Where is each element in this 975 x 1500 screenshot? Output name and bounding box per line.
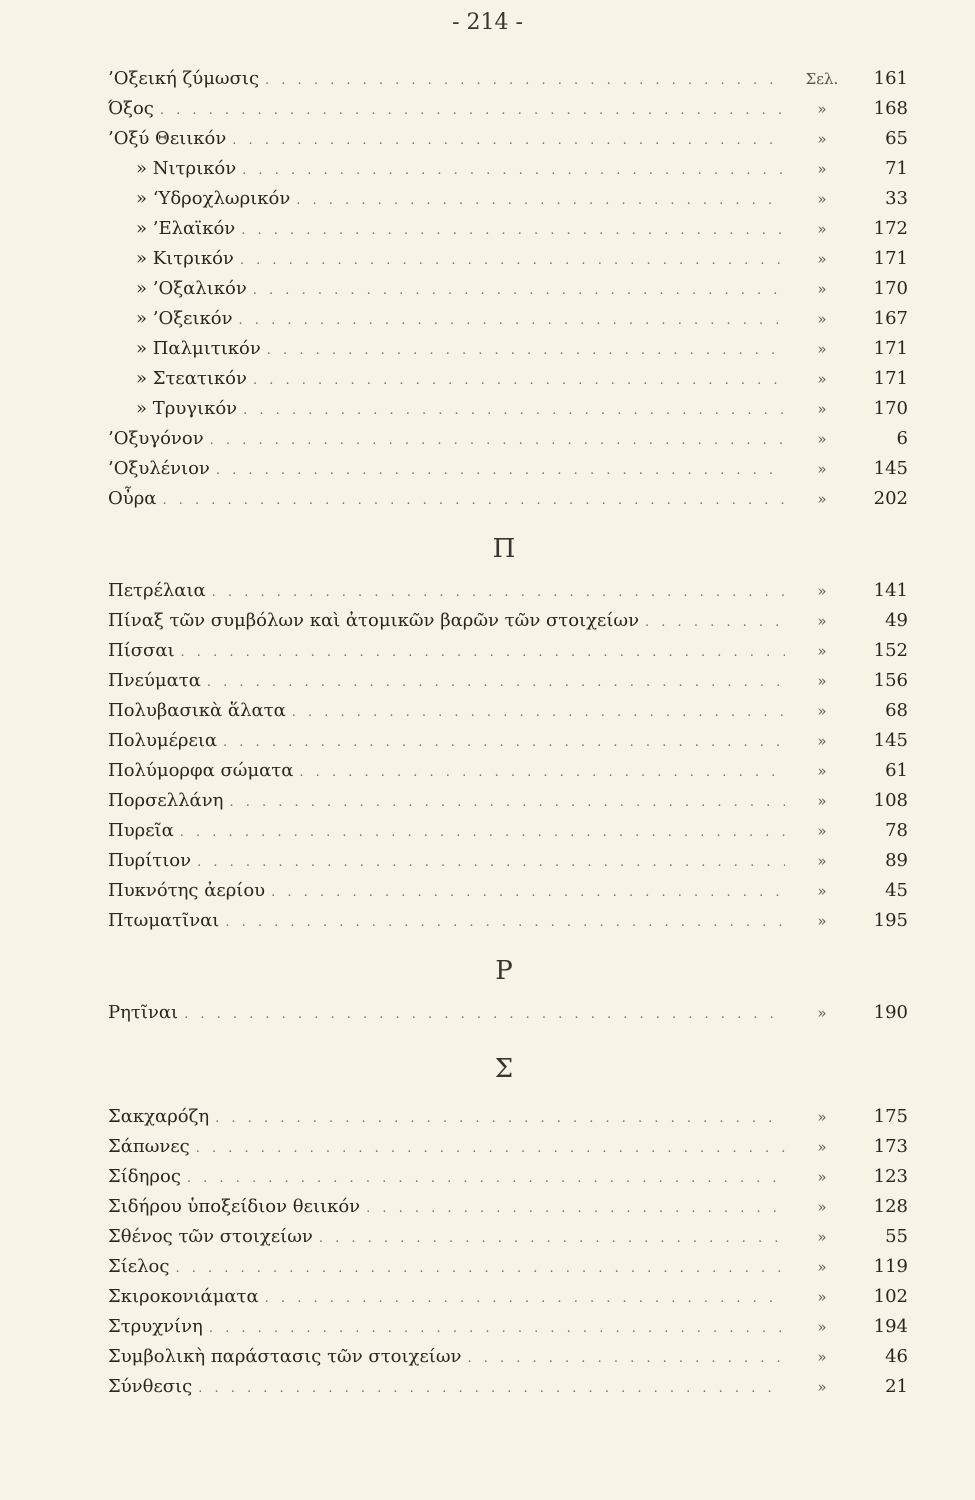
index-list [108, 68, 908, 1406]
dot-leader [265, 73, 785, 88]
entry-page-prefix: » [817, 912, 827, 930]
dot-leader [267, 343, 785, 358]
entry-label: Συμβολικὴ παράστασις τῶν στοιχείων [108, 1346, 462, 1367]
entry-label: Σακχαρόζη [108, 1106, 210, 1127]
dot-leader [240, 253, 785, 268]
dot-leader [181, 645, 785, 660]
index-entry [108, 488, 908, 518]
entry-page-number: 170 [873, 398, 908, 419]
dot-leader [212, 585, 785, 600]
dot-leader [243, 403, 785, 418]
index-entry [108, 910, 908, 940]
entry-page-prefix: » [817, 642, 827, 660]
entry-label: Πολύμορφα σώματα [108, 760, 294, 781]
entry-page-prefix: » [817, 612, 827, 630]
entry-label: » ’Οξεικόν [136, 308, 233, 329]
page-number: - 214 - [452, 10, 523, 35]
dot-leader [299, 765, 785, 780]
entry-label: ’Οξυγόνον [108, 428, 204, 449]
index-entry [108, 368, 908, 398]
entry-page-number: 21 [885, 1376, 908, 1397]
entry-page-number: 145 [873, 730, 908, 751]
dot-leader [645, 615, 785, 630]
entry-page-number: 6 [896, 428, 908, 449]
entry-page-prefix: » [817, 762, 827, 780]
entry-label: Στρυχνίνη [108, 1316, 203, 1337]
entry-page-number: 170 [873, 278, 908, 299]
entry-page-prefix: » [817, 1198, 827, 1216]
dot-leader [467, 1351, 785, 1366]
entry-label: Πυρίτιον [108, 850, 192, 871]
entry-page-number: 78 [885, 820, 908, 841]
index-entry [108, 1316, 908, 1346]
entry-label: Πυκνότης ἀερίου [108, 880, 266, 901]
dot-leader [296, 193, 785, 208]
entry-page-prefix: » [817, 460, 827, 478]
entry-page-number: 71 [885, 158, 908, 179]
index-entry [108, 1166, 908, 1196]
entry-page-prefix: » [817, 430, 827, 448]
entry-label: » Παλμιτικόν [136, 338, 261, 359]
dot-leader [232, 133, 785, 148]
entry-page-prefix: » [817, 280, 827, 298]
entry-page-prefix: » [817, 1168, 827, 1186]
entry-label: » Στεατικόν [136, 368, 247, 389]
dot-leader [229, 795, 785, 810]
entry-page-number: 108 [873, 790, 908, 811]
entry-page-prefix: » [817, 822, 827, 840]
entry-page-number: 175 [873, 1106, 908, 1127]
entry-page-prefix: » [817, 250, 827, 268]
dot-leader [292, 705, 785, 720]
entry-page-prefix: » [817, 190, 827, 208]
index-entry [108, 68, 908, 98]
entry-page-number: 119 [873, 1256, 908, 1277]
index-entry [108, 670, 908, 700]
dot-leader [271, 885, 785, 900]
index-entry [108, 278, 908, 308]
index-entry [108, 1256, 908, 1286]
dot-leader [242, 163, 785, 178]
entry-label: Σκιροκονιάματα [108, 1286, 259, 1307]
entry-label: Πίναξ τῶν συμβόλων καὶ ἀτομικῶν βαρῶν τῶν στοιχείων [108, 610, 640, 631]
entry-label: » Τρυγικόν [136, 398, 238, 419]
entry-label: » ’Οξαλικόν [136, 278, 247, 299]
dot-leader [180, 825, 785, 840]
dot-leader [215, 1111, 785, 1126]
entry-page-prefix: » [817, 1108, 827, 1126]
entry-page-prefix: » [817, 370, 827, 388]
entry-page-prefix: » [817, 1138, 827, 1156]
entry-page-number: 45 [885, 880, 908, 901]
entry-page-prefix: Σελ. [805, 70, 839, 88]
entry-page-number: 168 [873, 98, 908, 119]
entry-label: Σίελος [108, 1256, 170, 1277]
dot-leader [366, 1201, 785, 1216]
index-entry [108, 790, 908, 820]
entry-page-number: 194 [873, 1316, 908, 1337]
index-entry [108, 458, 908, 488]
dot-leader [198, 1381, 785, 1396]
entry-page-prefix: » [817, 852, 827, 870]
entry-page-prefix: » [817, 1004, 827, 1022]
entry-label: Σίδηρος [108, 1166, 181, 1187]
entry-page-prefix: » [817, 792, 827, 810]
dot-leader [184, 1007, 785, 1022]
entry-label: ’Οξύ Θειικόν [108, 128, 227, 149]
entry-page-number: 190 [873, 1002, 908, 1023]
entry-label: Πυρεῖα [108, 820, 174, 841]
dot-leader [160, 103, 785, 118]
dot-leader [216, 463, 785, 478]
index-entry [108, 98, 908, 128]
entry-label: Πίσσαι [108, 640, 175, 661]
entry-page-prefix: » [817, 100, 827, 118]
entry-label: Όξος [108, 98, 154, 119]
entry-page-number: 141 [873, 580, 908, 601]
index-entry [108, 700, 908, 730]
index-entry [108, 188, 908, 218]
entry-page-prefix: » [817, 1258, 827, 1276]
index-entry [108, 1196, 908, 1226]
entry-page-number: 128 [873, 1196, 908, 1217]
entry-page-number: 167 [873, 308, 908, 329]
entry-page-number: 152 [873, 640, 908, 661]
dot-leader [207, 675, 785, 690]
entry-page-number: 55 [885, 1226, 908, 1247]
dot-leader [265, 1291, 785, 1306]
entry-page-number: 171 [873, 338, 908, 359]
entry-page-prefix: » [817, 1348, 827, 1366]
dot-leader [210, 433, 785, 448]
index-entry [108, 398, 908, 428]
dot-leader [223, 735, 785, 750]
dot-leader [187, 1171, 785, 1186]
entry-page-number: 49 [885, 610, 908, 631]
section-heading: Π [492, 534, 516, 564]
entry-page-number: 33 [885, 188, 908, 209]
index-entry [108, 338, 908, 368]
entry-label: » Νιτρικόν [136, 158, 237, 179]
entry-page-prefix: » [817, 160, 827, 178]
index-entry [108, 820, 908, 850]
dot-leader [162, 493, 785, 508]
index-entry [108, 1106, 908, 1136]
dot-leader [209, 1321, 785, 1336]
entry-page-prefix: » [817, 340, 827, 358]
index-entry [108, 1002, 908, 1032]
entry-label: Πνεύματα [108, 670, 201, 691]
dot-leader [241, 223, 785, 238]
index-entry [108, 580, 908, 610]
index-entry [108, 640, 908, 670]
entry-page-prefix: » [817, 130, 827, 148]
entry-page-prefix: » [817, 582, 827, 600]
entry-page-number: 65 [885, 128, 908, 149]
entry-page-prefix: » [817, 882, 827, 900]
entry-page-prefix: » [817, 490, 827, 508]
index-entry [108, 730, 908, 760]
entry-label: Πολυμέρεια [108, 730, 218, 751]
entry-page-number: 172 [873, 218, 908, 239]
entry-page-prefix: » [817, 1378, 827, 1396]
entry-page-number: 46 [885, 1346, 908, 1367]
index-entry [108, 760, 908, 790]
dot-leader [175, 1261, 785, 1276]
entry-label: Σιδήρου ὑποξείδιον θειικόν [108, 1196, 361, 1217]
entry-label: Οὖρα [108, 488, 157, 509]
entry-label: ’Οξυλένιον [108, 458, 210, 479]
dot-leader [197, 855, 785, 870]
entry-page-number: 123 [873, 1166, 908, 1187]
entry-label: Σάπωνες [108, 1136, 190, 1157]
entry-page-prefix: » [817, 1288, 827, 1306]
entry-label: Πετρέλαια [108, 580, 206, 601]
index-entry [108, 880, 908, 910]
entry-label: » ’Ελαϊκόν [136, 218, 236, 239]
entry-page-number: 61 [885, 760, 908, 781]
dot-leader [239, 313, 785, 328]
entry-page-number: 202 [873, 488, 908, 509]
entry-label: Πτωματῖναι [108, 910, 220, 931]
entry-page-number: 195 [873, 910, 908, 931]
dot-leader [253, 373, 785, 388]
index-entry [108, 1376, 908, 1406]
entry-page-number: 68 [885, 700, 908, 721]
entry-label: Σύνθεσις [108, 1376, 193, 1397]
dot-leader [253, 283, 785, 298]
entry-label: Σθένος τῶν στοιχείων [108, 1226, 313, 1247]
section-heading: Ρ [495, 956, 513, 986]
index-entry [108, 850, 908, 880]
entry-label: » ‘Υδροχλωρικόν [136, 188, 291, 209]
index-entry [108, 1286, 908, 1316]
entry-page-number: 145 [873, 458, 908, 479]
index-entry [108, 428, 908, 458]
entry-page-prefix: » [817, 732, 827, 750]
entry-page-prefix: » [817, 672, 827, 690]
entry-label: Ρητῖναι [108, 1002, 179, 1023]
entry-label: Πολυβασικὰ ἅλατα [108, 700, 286, 721]
dot-leader [196, 1141, 785, 1156]
entry-page-prefix: » [817, 702, 827, 720]
entry-page-number: 171 [873, 368, 908, 389]
entry-page-number: 102 [873, 1286, 908, 1307]
index-entry [108, 1136, 908, 1166]
index-entry [108, 308, 908, 338]
entry-page-prefix: » [817, 1318, 827, 1336]
section-heading: Σ [494, 1054, 514, 1084]
index-entry [108, 158, 908, 188]
entry-label: Πορσελλάνη [108, 790, 224, 811]
dot-leader [225, 915, 785, 930]
entry-label: » Κιτρικόν [136, 248, 234, 269]
entry-page-prefix: » [817, 220, 827, 238]
entry-page-number: 89 [885, 850, 908, 871]
index-entry [108, 128, 908, 158]
entry-page-number: 161 [873, 68, 908, 89]
entry-label: ’Οξεική ζύμωσις [108, 68, 260, 89]
index-entry [108, 1346, 908, 1376]
index-entry [108, 248, 908, 278]
index-entry [108, 610, 908, 640]
entry-page-number: 173 [873, 1136, 908, 1157]
entry-page-prefix: » [817, 400, 827, 418]
entry-page-prefix: » [817, 1228, 827, 1246]
index-entry [108, 218, 908, 248]
entry-page-number: 171 [873, 248, 908, 269]
entry-page-number: 156 [873, 670, 908, 691]
index-entry [108, 1226, 908, 1256]
entry-page-prefix: » [817, 310, 827, 328]
dot-leader [319, 1231, 785, 1246]
